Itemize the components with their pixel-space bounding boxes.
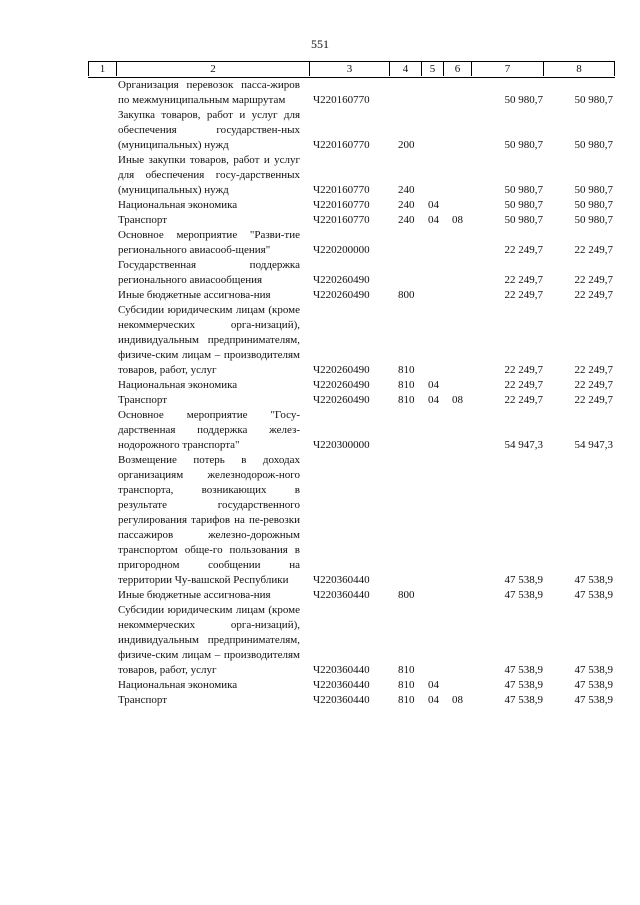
- header-col-2: 2: [116, 62, 309, 76]
- row-value-year-2: 47 538,9: [574, 589, 613, 601]
- row-code: Ч220360440: [313, 589, 370, 601]
- page-number: 551: [311, 37, 329, 51]
- row-value-year-2: 50 980,7: [574, 94, 613, 106]
- table-header: [88, 61, 615, 78]
- table-row: [88, 303, 615, 378]
- row-code: Ч220160770: [313, 139, 370, 151]
- row-code: Ч220260490: [313, 364, 370, 376]
- table-row: [88, 258, 615, 288]
- row-expense-type: 810: [398, 679, 415, 691]
- table-row: [88, 678, 615, 693]
- row-expense-type: 810: [398, 364, 415, 376]
- row-name: Иные бюджетные ассигнова-ния: [118, 589, 271, 601]
- row-value-year-2: 47 538,9: [574, 679, 613, 691]
- header-col-8: 8: [543, 62, 615, 76]
- row-value-year-2: 50 980,7: [574, 214, 613, 226]
- row-expense-type: 200: [398, 139, 415, 151]
- header-col-3: 3: [309, 62, 389, 76]
- row-expense-type: 810: [398, 379, 415, 391]
- table-row: [88, 108, 615, 153]
- row-value-year-1: 47 538,9: [504, 589, 543, 601]
- row-name: Субсидии юридическим лицам (кроме некоммерческих орга-низаций), индивидуальным предпринимателям, физиче-ским лицам – производителям товаров, работ, услуг: [118, 604, 300, 676]
- table-row: [88, 378, 615, 393]
- row-value-year-1: 54 947,3: [504, 439, 543, 451]
- table-row: [88, 393, 615, 408]
- row-code: Ч220160770: [313, 199, 370, 211]
- table-row: [88, 213, 615, 228]
- table-row: [88, 198, 615, 213]
- row-expense-type: 810: [398, 394, 415, 406]
- row-value-year-2: 22 249,7: [574, 379, 613, 391]
- row-value-year-2: 22 249,7: [574, 244, 613, 256]
- row-name: Иные закупки товаров, работ и услуг для обеспечения госу-дарственных (муниципальных) нужд: [118, 154, 300, 196]
- row-value-year-1: 22 249,7: [504, 379, 543, 391]
- row-name: Национальная экономика: [118, 379, 238, 391]
- row-value-year-1: 47 538,9: [504, 574, 543, 586]
- row-name: Основное мероприятие "Разви-тие регионального авиасооб-щения": [118, 229, 300, 256]
- table-row: [88, 603, 615, 678]
- row-value-year-1: 50 980,7: [504, 184, 543, 196]
- table-row: [88, 228, 615, 258]
- row-section: 04: [428, 214, 439, 226]
- row-code: Ч220260490: [313, 394, 370, 406]
- row-value-year-1: 22 249,7: [504, 394, 543, 406]
- row-value-year-2: 50 980,7: [574, 184, 613, 196]
- row-code: Ч220160770: [313, 94, 370, 106]
- row-code: Ч220300000: [313, 439, 370, 451]
- row-name: Субсидии юридическим лицам (кроме некоммерческих орга-низаций), индивидуальным предпринимателям, физиче-ским лицам – производителям товаров, работ, услуг: [118, 304, 300, 376]
- row-name: Транспорт: [118, 214, 168, 226]
- row-section: 04: [428, 199, 439, 211]
- row-code: Ч220260490: [313, 289, 370, 301]
- row-value-year-2: 22 249,7: [574, 394, 613, 406]
- row-name: Иные бюджетные ассигнова-ния: [118, 289, 271, 301]
- row-value-year-2: 54 947,3: [574, 439, 613, 451]
- row-expense-type: 800: [398, 289, 415, 301]
- row-value-year-2: 50 980,7: [574, 139, 613, 151]
- budget-table: [88, 61, 615, 708]
- row-value-year-1: 22 249,7: [504, 364, 543, 376]
- row-code: Ч220160770: [313, 214, 370, 226]
- header-col-1: 1: [88, 62, 116, 76]
- row-name: Транспорт: [118, 394, 168, 406]
- row-value-year-2: 50 980,7: [574, 199, 613, 211]
- row-code: Ч220360440: [313, 694, 370, 706]
- row-name: Закупка товаров, работ и услуг для обеспечения государствен-ных (муниципальных) нужд: [118, 109, 300, 151]
- row-subsection: 08: [452, 214, 463, 226]
- header-col-5: 5: [421, 62, 443, 76]
- row-value-year-1: 47 538,9: [504, 679, 543, 691]
- row-value-year-1: 22 249,7: [504, 244, 543, 256]
- row-expense-type: 810: [398, 664, 415, 676]
- row-expense-type: 240: [398, 199, 415, 211]
- header-col-7: 7: [471, 62, 543, 76]
- row-name: Основное мероприятие "Госу-дарственная поддержка желез-нодорожного транспорта": [118, 409, 300, 451]
- row-name: Национальная экономика: [118, 199, 238, 211]
- row-value-year-1: 50 980,7: [504, 94, 543, 106]
- row-value-year-2: 47 538,9: [574, 574, 613, 586]
- row-name: Транспорт: [118, 694, 168, 706]
- row-expense-type: 240: [398, 214, 415, 226]
- row-value-year-1: 47 538,9: [504, 664, 543, 676]
- table-row: [88, 153, 615, 198]
- row-name: Возмещение потерь в доходах организациям железнодорож-ного транспорта, возникающих в результате государственного регулирования тарифов на пе-ревозки пассажиров железно-дорожным транспортом обще-го пользования в пригородном сообщении на территории Чу-вашской Республики: [118, 454, 300, 586]
- row-code: Ч220260490: [313, 274, 370, 286]
- row-value-year-2: 22 249,7: [574, 364, 613, 376]
- row-subsection: 08: [452, 394, 463, 406]
- row-name: Национальная экономика: [118, 679, 238, 691]
- row-code: Ч220360440: [313, 664, 370, 676]
- row-section: 04: [428, 679, 439, 691]
- row-section: 04: [428, 379, 439, 391]
- row-code: Ч220160770: [313, 184, 370, 196]
- table-row: [88, 693, 615, 708]
- row-value-year-2: 47 538,9: [574, 694, 613, 706]
- row-value-year-1: 22 249,7: [504, 274, 543, 286]
- row-code: Ч220360440: [313, 679, 370, 691]
- header-col-4: 4: [389, 62, 421, 76]
- header-col-6: 6: [443, 62, 471, 76]
- row-section: 04: [428, 394, 439, 406]
- row-value-year-1: 22 249,7: [504, 289, 543, 301]
- row-name: Государственная поддержка регионального авиасообщения: [118, 259, 300, 286]
- row-code: Ч220200000: [313, 244, 370, 256]
- row-expense-type: 240: [398, 184, 415, 196]
- table-row: [88, 288, 615, 303]
- row-value-year-1: 50 980,7: [504, 139, 543, 151]
- row-expense-type: 810: [398, 694, 415, 706]
- row-value-year-1: 50 980,7: [504, 199, 543, 211]
- row-value-year-2: 47 538,9: [574, 664, 613, 676]
- row-value-year-1: 50 980,7: [504, 214, 543, 226]
- row-section: 04: [428, 694, 439, 706]
- row-value-year-1: 47 538,9: [504, 694, 543, 706]
- row-value-year-2: 22 249,7: [574, 289, 613, 301]
- row-subsection: 08: [452, 694, 463, 706]
- table-row: [88, 453, 615, 588]
- table-body: [88, 78, 615, 708]
- row-expense-type: 800: [398, 589, 415, 601]
- row-code: Ч220260490: [313, 379, 370, 391]
- row-name: Организация перевозок пасса-жиров по межмуниципальным маршрутам: [118, 79, 300, 106]
- table-row: [88, 78, 615, 108]
- row-code: Ч220360440: [313, 574, 370, 586]
- table-row: [88, 408, 615, 453]
- table-row: [88, 588, 615, 603]
- row-value-year-2: 22 249,7: [574, 274, 613, 286]
